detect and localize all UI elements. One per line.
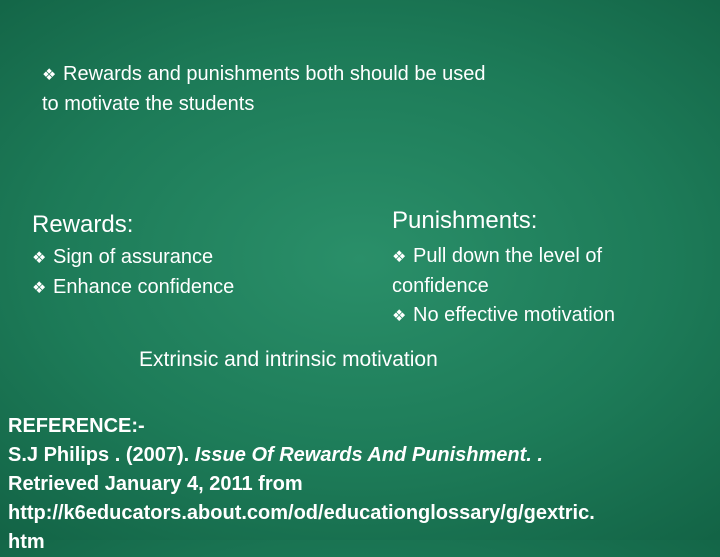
reference-label: REFERENCE:- <box>8 415 145 437</box>
intro-text-1: Rewards and punishments both should be used <box>63 63 486 85</box>
motivation-caption: Extrinsic and intrinsic motivation <box>139 348 438 371</box>
reference-citation <box>8 441 720 470</box>
list-item <box>32 243 352 273</box>
list-item <box>392 301 692 331</box>
list-item <box>392 242 692 272</box>
rewards-heading: Rewards: <box>32 211 134 238</box>
punishments-item-label: confidence <box>392 275 489 297</box>
intro-text-2: to motivate the students <box>42 93 255 115</box>
intro-line-1 <box>42 60 642 90</box>
diamond-bullet-icon: ❖ <box>32 280 47 297</box>
reference-retrieved: Retrieved January 4, 2011 from <box>8 473 303 495</box>
diamond-bullet-icon: ❖ <box>392 249 407 266</box>
punishments-list <box>392 242 692 331</box>
diamond-bullet-icon: ❖ <box>32 250 47 267</box>
diamond-bullet-icon: ❖ <box>42 67 57 84</box>
list-item-continuation <box>392 272 692 301</box>
rewards-list <box>32 243 352 303</box>
rewards-item-label: Enhance confidence <box>53 276 235 298</box>
citation-title: Issue Of Rewards And Punishment. . <box>194 444 543 466</box>
rewards-item-label: Sign of assurance <box>53 246 214 268</box>
citation-prefix: S.J Philips . (2007). <box>8 444 195 466</box>
punishments-item-label: No effective motivation <box>413 304 615 326</box>
punishments-heading: Punishments: <box>392 207 538 234</box>
diamond-bullet-icon: ❖ <box>392 308 407 325</box>
list-item <box>32 273 352 303</box>
reference-block <box>8 412 720 557</box>
punishments-item-label: Pull down the level of <box>413 245 603 267</box>
intro-statement <box>42 60 642 119</box>
reference-url: http://k6educators.about.com/od/educationglossary/g/gextric. <box>8 502 595 524</box>
reference-url-continuation: htm <box>8 531 45 553</box>
